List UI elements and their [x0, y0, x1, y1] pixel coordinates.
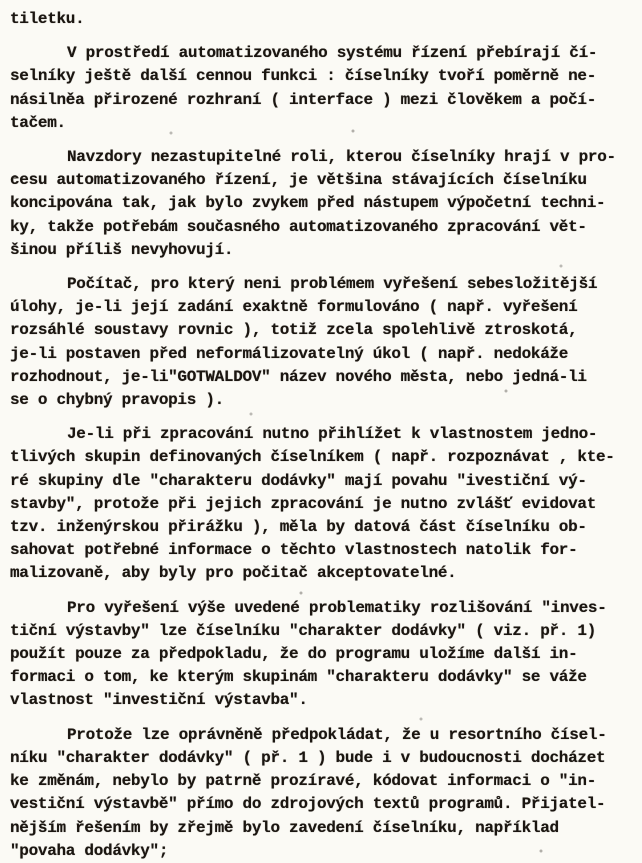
text-line: nějším řešením by zřejmě bylo zavedení číselníku, například: [10, 818, 559, 837]
document-body: [10, 8, 636, 863]
text-line: Protože lze oprávněně předpokládat, že u resortního čísel-: [67, 725, 607, 744]
text-line: ke změnám, nebylo by patrně prozíravé, kódovat informaci o "in-: [10, 772, 596, 791]
text-line: úlohy, je-li její zadání exaktně formulováno ( např. vyřešení: [10, 298, 578, 317]
text-line: tlivých skupin definovaných číselníkem ( např. rozpoznávat , kte-: [10, 448, 615, 467]
text-line: cesu automatizovaného řízení, je většina stávajících číselníku: [10, 171, 587, 190]
text-line: vestiční výstavbě" přímo do zdrojových textů programů. Přijatel-: [10, 795, 606, 814]
paragraph: [10, 597, 636, 713]
text-line: Pro vyřešení výše uvedené problematiky rozlišování "inves-: [67, 598, 607, 617]
text-line: je-li postaven před neformálizovatelný úkol ( např. nedokáže: [10, 344, 569, 363]
paragraph: [10, 146, 636, 262]
text-line: sahovat potřebné informace o těchto vlastnostech natolik for-: [10, 541, 578, 560]
text-line: koncipována tak, jak bylo zvykem před nástupem výpočetní techni-: [10, 194, 606, 213]
paragraph: [10, 8, 636, 31]
text-line: malizovaně, aby byly pro počitač akceptovatelné.: [10, 564, 457, 583]
text-line: použít pouze za předpokladu, že do programu uložíme další in-: [10, 645, 578, 664]
text-line: vlastnost "investiční výstavba".: [10, 691, 308, 710]
text-line: "povaha dodávky";: [10, 841, 169, 860]
paragraph: [10, 273, 636, 412]
text-line: rozsáhlé soustavy rovnic ), totiž zcela spolehlivě ztroskotá,: [10, 321, 578, 340]
text-line: se o chybný pravopis ).: [10, 391, 224, 410]
paragraph: [10, 423, 636, 585]
text-line: rozhodnout, je-li"GOTWALDOV" název nového města, nebo jedná-li: [10, 367, 587, 386]
text-line: V prostředí automatizovaného systému řízení přebírají čí-: [67, 44, 598, 63]
text-line: selníky ještě další cennou funkci : číselníky tvoří poměrně ne-: [10, 67, 596, 86]
text-line: stavby", protože při jejich zpracování je nutno zvlášť evidovat: [10, 494, 596, 513]
text-line: Je-li při zpracování nutno přihlížet k vlastnostem jedno-: [67, 425, 598, 444]
scan-noise: [0, 0, 2, 2]
text-line: tačem.: [10, 113, 66, 132]
paragraph: [10, 42, 636, 135]
text-line: násilněa přirozené rozhraní ( interface ) mezi člověkem a počí-: [10, 90, 596, 109]
text-line: Navzdory nezastupitelné roli, kterou číselníky hrají v pro-: [67, 148, 616, 167]
paragraph: [10, 724, 636, 863]
text-line: šinou příliš nevyhovují.: [10, 240, 234, 259]
text-line: tzv. inženýrskou přirážku ), měla by datová část číselníku ob-: [10, 518, 587, 537]
text-line: níku "charakter dodávky" ( př. 1 ) bude i v budoucnosti docházet: [10, 748, 606, 767]
text-line: ré skupiny dle "charakteru dodávky" mají povahu "ivestiční vý-: [10, 471, 587, 490]
text-line: tiční výstavby" lze číselníku "charakter dodávky" ( viz. př. 1): [10, 621, 596, 640]
text-line: ky, takže potřebám současného automatizovaného zpracování vět-: [10, 217, 587, 236]
text-line: tiletku.: [10, 10, 85, 28]
text-line: Počítač, pro který neni problémem vyřešení sebesložitější: [67, 275, 598, 294]
text-line: formaci o tom, ke kterým skupinám "charakteru dodávky" se váže: [10, 668, 587, 687]
